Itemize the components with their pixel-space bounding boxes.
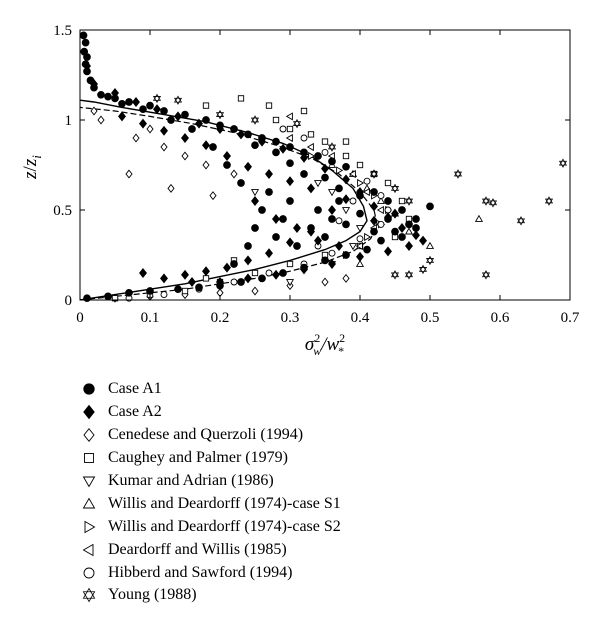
data-point-series-1 [322,257,329,264]
data-point-series-1 [336,198,343,205]
data-point-series-1 [98,91,105,98]
data-point-series-1 [371,228,378,235]
data-point-series-3 [133,134,139,142]
data-point-series-3 [343,275,349,283]
data-point-series-9 [385,207,391,213]
triangle-down-open-icon [80,473,106,489]
data-point-series-2 [203,267,210,276]
data-point-series-2 [287,177,294,186]
data-point-series-2 [266,249,273,258]
data-point-series-2 [245,163,252,172]
triangle-up-open-icon [80,496,106,512]
data-point-series-3 [126,170,132,178]
data-point-series-1 [175,286,182,293]
star-open-icon [80,587,106,603]
x-tick-label: 0.6 [490,310,510,326]
data-point-series-2 [406,242,413,251]
data-point-series-10 [329,143,336,151]
data-point-series-2 [175,112,182,121]
data-point-series-1 [259,275,266,282]
data-point-series-1 [126,289,133,296]
data-point-series-2 [287,238,294,247]
data-point-series-1 [399,234,406,241]
triangle-right-open-icon [80,519,106,535]
data-point-series-1 [287,160,294,167]
legend-item [80,401,580,424]
data-point-series-2 [308,184,315,193]
data-point-series-4 [266,103,271,108]
data-point-series-9 [364,178,370,184]
data-point-series-1 [371,189,378,196]
x-axis-label: $\sigma^2$ $w/w^2$ * [304,331,346,358]
legend-label: Young (1988) [108,586,197,604]
data-point-series-1 [259,207,266,214]
data-point-series-1 [406,221,413,228]
data-point-series-4 [308,132,313,137]
data-point-series-1 [168,117,175,124]
legend-item [80,447,580,470]
legend-item [80,424,580,447]
data-point-series-5 [329,190,336,196]
data-point-series-1 [196,284,203,291]
data-point-series-2 [140,119,147,128]
legend [80,378,580,607]
data-point-series-1 [245,243,252,250]
data-point-series-5 [252,190,259,196]
data-point-series-9 [322,149,328,155]
data-point-series-2 [343,175,350,184]
data-point-series-10 [217,111,224,119]
data-point-series-9 [378,221,384,227]
data-point-series-1 [126,99,133,106]
data-point-series-1 [238,279,245,286]
data-point-series-1 [273,234,280,241]
data-point-series-3 [98,116,104,124]
data-point-series-1 [294,243,301,250]
data-point-series-1 [245,131,252,138]
data-point-series-8 [287,135,293,142]
data-point-series-1 [82,39,89,46]
data-point-series-2 [154,105,161,114]
data-point-series-3 [210,192,216,200]
data-point-series-1 [273,138,280,145]
data-point-series-1 [84,295,91,302]
circle-open-icon [80,565,106,581]
data-point-series-10 [560,159,567,167]
data-point-series-1 [182,111,189,118]
data-point-series-3 [91,107,97,115]
data-point-series-9 [280,126,286,132]
data-point-series-3 [252,287,258,295]
legend-item [80,561,580,584]
data-point-series-1 [385,198,392,205]
data-point-series-1 [119,100,126,107]
legend-label: Willis and Deardorff (1974)-case S2 [108,517,341,535]
data-point-series-2 [119,112,126,121]
x-tick-label: 0.4 [350,310,370,326]
data-point-series-1 [322,234,329,241]
data-point-series-1 [427,203,434,210]
data-point-series-1 [315,153,322,160]
data-point-series-1 [252,142,259,149]
data-point-series-9 [336,218,342,224]
data-point-series-1 [392,228,399,235]
y-tick-label: 0 [64,293,72,309]
data-point-series-1 [203,117,210,124]
data-point-series-1 [280,216,287,223]
data-point-series-4 [322,139,327,144]
x-tick-label: 0.7 [560,310,580,326]
legend-item [80,378,580,401]
legend-item [80,492,580,515]
data-point-series-1 [161,108,168,115]
data-point-series-10 [427,257,434,265]
data-point-series-7 [337,167,343,174]
data-point-series-1 [140,106,147,113]
y-tick-label: 1 [64,113,72,129]
data-point-series-1 [329,158,336,165]
data-point-series-2 [133,98,140,107]
data-point-series-1 [84,54,91,61]
data-point-series-1 [80,32,87,39]
data-point-series-2 [273,215,280,224]
data-point-series-3 [161,143,167,151]
data-point-series-2 [245,274,252,283]
y-tick-label: 1.5 [53,23,72,39]
data-point-series-10 [252,116,259,124]
legend-label: Kumar and Adrian (1986) [108,472,274,489]
y-axis-label: $z/z_i$ [20,155,44,179]
data-point-series-9 [301,135,307,141]
data-point-series-2 [322,164,329,173]
data-point-series-3 [322,278,328,286]
data-point-series-5 [315,181,322,187]
data-point-series-1 [273,149,280,156]
data-point-series-9 [161,292,167,298]
circle-filled-icon [80,381,106,397]
data-point-series-2 [245,256,252,265]
data-point-series-4 [203,103,208,108]
data-point-series-1 [238,180,245,187]
data-point-series-2 [420,236,427,245]
data-point-series-10 [294,120,301,128]
data-point-series-1 [105,93,112,100]
data-point-series-10 [518,217,525,225]
y-tick-label: 0.5 [53,203,72,219]
data-point-series-2 [392,209,399,218]
data-point-series-6 [427,243,434,249]
data-point-series-10 [406,271,413,279]
data-point-series-2 [224,263,231,272]
x-tick-label: 0.5 [420,310,440,326]
data-point-series-1 [147,288,154,295]
data-point-series-2 [252,197,259,206]
data-point-series-2 [182,271,189,280]
data-point-series-1 [343,221,350,228]
data-point-series-3 [168,185,174,193]
data-point-series-1 [224,162,231,169]
data-point-series-2 [413,231,420,240]
diamond-filled-icon [80,404,106,420]
data-point-series-4 [252,270,257,275]
x-tick-label: 0 [76,310,84,326]
data-point-series-10 [483,271,490,279]
data-point-series-1 [413,216,420,223]
data-point-series-2 [224,152,231,161]
data-point-series-1 [287,198,294,205]
data-point-series-2 [140,269,147,278]
data-point-series-2 [343,195,350,204]
data-point-series-3 [203,161,209,169]
data-point-series-4 [273,117,278,122]
data-point-series-1 [266,189,273,196]
data-point-series-10 [175,96,182,104]
data-point-series-2 [266,170,273,179]
data-point-series-1 [301,171,308,178]
legend-item [80,584,580,607]
data-point-series-5 [350,244,357,250]
legend-label: Cenedese and Querzoli (1994) [108,426,304,444]
data-point-series-2 [203,141,210,150]
data-point-series-2 [189,278,196,287]
legend-item [80,515,580,538]
data-point-series-2 [182,134,189,143]
x-tick-label: 0.2 [210,310,230,326]
legend-label: Caughey and Palmer (1979) [108,449,288,467]
data-point-series-1 [329,216,336,223]
legend-label: Case A1 [108,380,162,398]
data-point-series-2 [357,253,364,261]
data-point-series-1 [336,185,343,192]
data-point-series-9 [357,236,363,242]
data-point-series-10 [490,199,497,207]
data-points [80,32,566,302]
data-point-series-1 [280,270,287,277]
data-point-series-1 [231,261,238,268]
data-point-series-2 [329,206,336,215]
x-tick-label: 0.3 [280,310,300,326]
data-point-series-10 [406,197,413,205]
data-point-series-10 [392,271,399,279]
data-point-series-2 [294,224,301,233]
data-point-series-2 [371,202,378,211]
data-point-series-9 [350,198,356,204]
data-point-series-4 [343,139,348,144]
data-point-series-1 [189,126,196,133]
triangle-left-open-icon [80,542,106,558]
data-point-series-2 [273,271,280,280]
data-point-series-10 [546,197,553,205]
data-point-series-1 [343,163,350,170]
data-point-series-1 [364,246,371,253]
data-point-series-1 [147,102,154,109]
square-open-icon [80,450,106,466]
data-point-series-10 [483,197,490,205]
legend-label: Willis and Deardorff (1974)-case S1 [108,494,341,512]
data-point-series-1 [315,207,322,214]
data-point-series-4 [301,108,306,113]
data-point-series-9 [231,279,237,285]
curve-dashed [80,107,378,300]
data-point-series-5 [343,208,350,214]
data-point-series-10 [392,185,399,193]
data-point-series-4 [343,153,348,158]
data-point-series-2 [161,274,168,283]
data-point-series-4 [238,96,243,101]
data-point-series-6 [406,228,413,234]
data-point-series-1 [378,237,385,244]
data-point-series-1 [343,252,350,259]
data-point-series-1 [105,293,112,300]
data-point-series-2 [280,145,287,154]
legend-item [80,538,580,561]
data-point-series-9 [378,193,384,199]
legend-label: Hibberd and Sawford (1994) [108,563,293,581]
data-point-series-1 [357,210,364,217]
data-point-series-6 [476,216,483,222]
data-point-series-1 [287,144,294,151]
data-point-series-3 [182,152,188,160]
data-point-series-2 [161,127,168,136]
data-point-series-8 [308,144,314,151]
legend-label: Case A2 [108,403,162,421]
data-point-series-4 [357,162,362,167]
data-point-series-1 [210,144,217,151]
x-tick-label: 0.1 [140,310,160,326]
data-point-series-8 [287,113,293,120]
data-point-series-4 [399,198,404,203]
legend-item [80,470,580,493]
data-point-series-9 [329,250,335,256]
data-point-series-1 [399,207,406,214]
data-point-series-8 [378,207,384,214]
data-point-series-2 [385,247,392,256]
data-point-series-1 [322,174,329,181]
data-point-series-10 [420,266,427,274]
data-point-series-10 [455,170,462,178]
data-point-series-4 [287,126,292,131]
data-point-series-2 [399,224,406,233]
diamond-open-icon [80,427,106,443]
data-point-series-4 [385,180,390,185]
data-point-series-9 [266,270,272,276]
data-point-series-3 [231,170,237,178]
data-point-series-1 [252,225,259,232]
data-point-series-4 [203,276,208,281]
data-point-series-3 [147,125,153,133]
legend-label: Deardorff and Willis (1985) [108,540,287,558]
data-point-series-4 [182,288,187,293]
data-point-series-7 [358,180,364,187]
data-point-series-1 [231,126,238,133]
data-point-series-10 [154,95,161,103]
axis-ticks [53,23,580,326]
data-point-series-4 [287,261,292,266]
